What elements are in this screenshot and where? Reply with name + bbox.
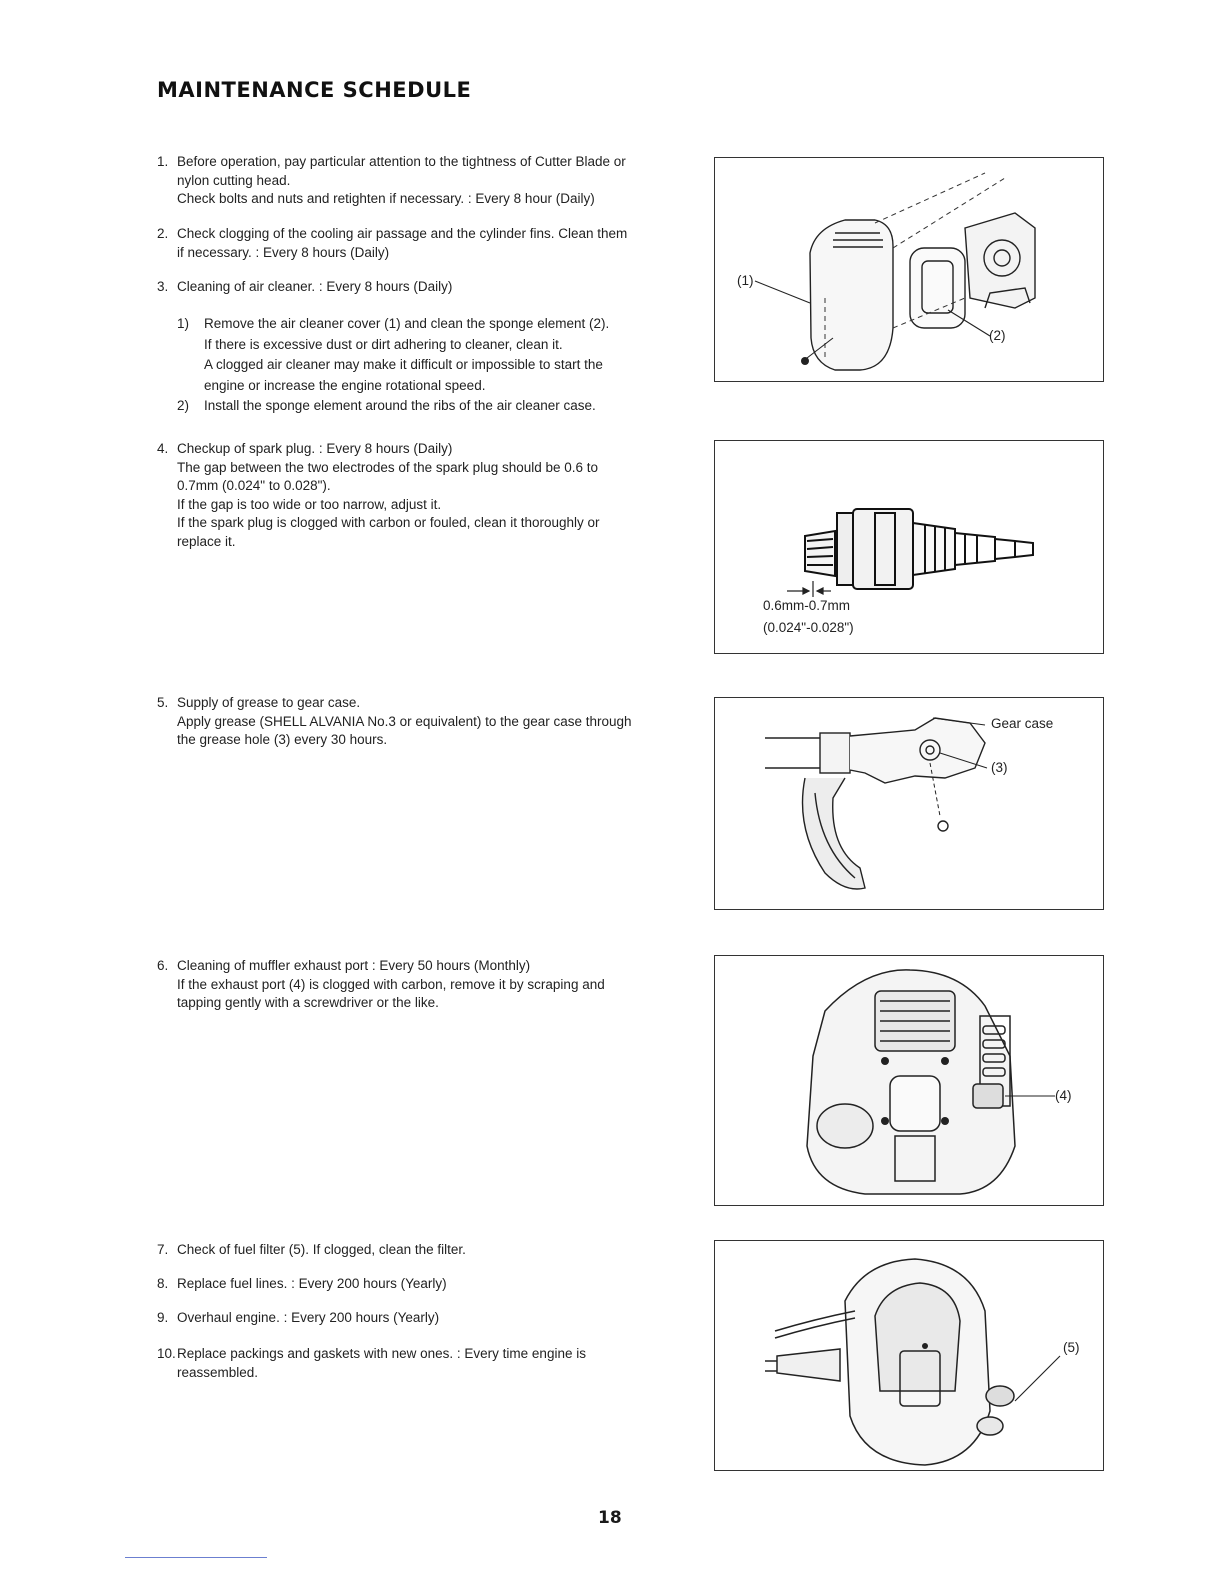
list-item: 5. Supply of grease to gear case. Apply grease (SHELL ALVANIA No.3 or equivalent) to the gear case through the grease hole (3) every 30 hours.: [157, 695, 632, 747]
page-title: MAINTENANCE SCHEDULE: [157, 78, 472, 102]
list-item: 4. Checkup of spark plug. : Every 8 hours (Daily) The gap between the two electrodes of the spark plug should be 0.6 to 0.7mm (0.024" to 0.028"). If the gap is too wide or too narrow, adjust it. If the spark plug is clogged with carbon or fouled, clean it thoroughly or replace it.: [157, 441, 600, 549]
fuel-filter-diagram: [715, 1241, 1105, 1472]
footer-line: [125, 1557, 267, 1558]
list-item: 2. Check clogging of the cooling air passage and the cylinder fins. Clean them if necessary. : Every 8 hours (Daily): [157, 226, 628, 260]
list-item: 6. Cleaning of muffler exhaust port : Every 50 hours (Monthly) If the exhaust port (4) is clogged with carbon, remove it by scraping and tapping gently with a screwdriver or the like.: [157, 958, 605, 1010]
muffler-figure: [714, 955, 1104, 1206]
fuel-filter-label: (5): [1063, 1340, 1080, 1355]
list-item: 9. Overhaul engine. : Every 200 hours (Yearly): [157, 1310, 440, 1325]
list-item: 1. Before operation, pay particular attention to the tightness of Cutter Blade or nylon cutting head. Check bolts and nuts and retighten if necessary. : Every 8 hour (Daily): [157, 154, 626, 206]
grease-hole-label: (3): [991, 760, 1008, 775]
label-cover: (1): [737, 273, 754, 288]
list-item: 3. Cleaning of air cleaner. : Every 8 hours (Daily): [157, 279, 453, 294]
sub-item: 1) Remove the air cleaner cover (1) and clean the sponge element (2). If there is excessive dust or dirt adhering to cleaner, clean it. A clogged air cleaner may make it difficult or impossible to start the engine or increase the engine rotational speed.: [177, 316, 610, 393]
gap-inch-label: (0.024"-0.028"): [763, 620, 854, 635]
gap-mm-label: 0.6mm-0.7mm: [763, 598, 851, 613]
spark-plug-figure: [714, 440, 1104, 654]
list-item: 8. Replace fuel lines. : Every 200 hours (Yearly): [157, 1276, 447, 1291]
muffler-diagram: [715, 956, 1105, 1207]
air-cleaner-diagram: [715, 158, 1105, 383]
fuel-filter-figure: [714, 1240, 1104, 1471]
gear-case-label: Gear case: [991, 716, 1054, 731]
page-number: 18: [598, 1508, 622, 1528]
list-item: 7. Check of fuel filter (5). If clogged, clean the filter.: [157, 1242, 466, 1257]
list-item: 10. Replace packings and gaskets with new ones. : Every time engine is reassembled.: [157, 1346, 586, 1380]
air-cleaner-figure: [714, 157, 1104, 382]
gear-case-figure: [714, 697, 1104, 910]
sub-list: [177, 315, 677, 416]
label-sponge-element: (2): [989, 328, 1006, 343]
exhaust-port-label: (4): [1055, 1088, 1072, 1103]
sub-item: 2) Install the sponge element around the ribs of the air cleaner case.: [177, 398, 596, 413]
